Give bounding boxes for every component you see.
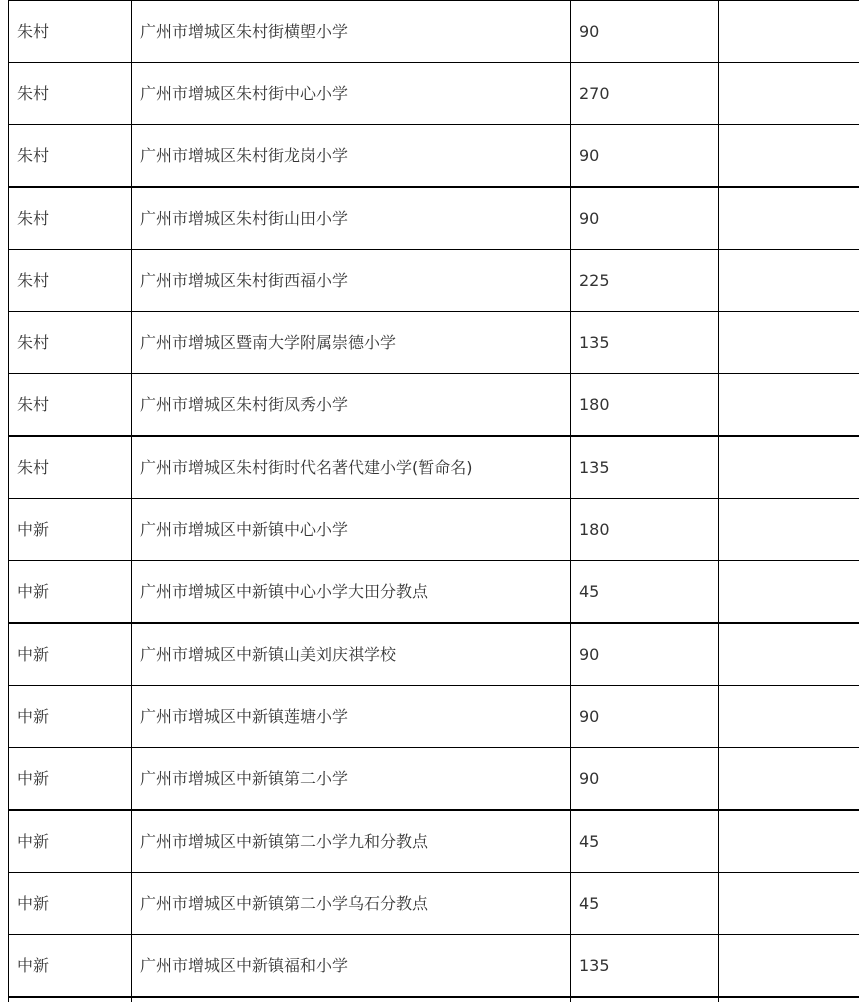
table-row [9, 935, 860, 998]
table-row [9, 561, 860, 624]
area-cell: 中新 [9, 873, 132, 935]
area-cell: 中新 [9, 686, 132, 748]
enrollment-count-cell: 45 [571, 810, 719, 873]
table-row [9, 1, 860, 63]
area-cell: 朱村 [9, 63, 132, 125]
area-cell [9, 997, 132, 1002]
enrollment-count-cell: 135 [571, 312, 719, 374]
school-name-cell: 广州市增城区朱村街龙岗小学 [132, 125, 571, 188]
area-cell: 朱村 [9, 125, 132, 188]
area-cell: 中新 [9, 748, 132, 811]
school-name-cell: 广州市增城区中新镇福和小学 [132, 935, 571, 998]
area-cell: 朱村 [9, 374, 132, 437]
enrollment-count-cell: 45 [571, 561, 719, 624]
enrollment-table-container [8, 0, 859, 1002]
enrollment-count-cell: 45 [571, 873, 719, 935]
table-row [9, 686, 860, 748]
enrollment-count-cell: 90 [571, 125, 719, 188]
school-name-cell: 广州市增城区中新镇中心小学大田分教点 [132, 561, 571, 624]
table-row [9, 187, 860, 250]
school-name-cell: 广州市增城区朱村街山田小学 [132, 187, 571, 250]
note-cell [719, 561, 860, 624]
note-cell [719, 125, 860, 188]
note-cell [719, 623, 860, 686]
enrollment-count-cell: 90 [571, 1, 719, 63]
school-name-cell: 广州市增城区朱村街中心小学 [132, 63, 571, 125]
school-name-cell: 广州市增城区朱村街时代名著代建小学(暂命名) [132, 436, 571, 499]
table-row [9, 623, 860, 686]
area-cell: 中新 [9, 561, 132, 624]
note-cell [719, 1, 860, 63]
enrollment-count-cell: 225 [571, 250, 719, 312]
enrollment-count-cell: 270 [571, 63, 719, 125]
note-cell [719, 374, 860, 437]
table-row [9, 997, 860, 1002]
table-row [9, 374, 860, 437]
area-cell: 中新 [9, 810, 132, 873]
enrollment-count-cell: 135 [571, 935, 719, 998]
school-name-cell: 广州市增城区中新镇第二小学乌石分教点 [132, 873, 571, 935]
table-row [9, 499, 860, 561]
table-row [9, 63, 860, 125]
enrollment-count-cell: 90 [571, 623, 719, 686]
area-cell: 朱村 [9, 1, 132, 63]
table-row [9, 312, 860, 374]
table-row [9, 810, 860, 873]
school-name-cell: 广州市增城区中新镇第二小学 [132, 748, 571, 811]
school-name-cell: 广州市增城区朱村街横塱小学 [132, 1, 571, 63]
enrollment-count-cell: 90 [571, 187, 719, 250]
note-cell [719, 810, 860, 873]
school-name-cell: 广州市增城区朱村街凤秀小学 [132, 374, 571, 437]
note-cell [719, 436, 860, 499]
note-cell [719, 748, 860, 811]
enrollment-count-cell: 180 [571, 499, 719, 561]
note-cell [719, 686, 860, 748]
area-cell: 朱村 [9, 436, 132, 499]
school-name-cell: 广州市增城区中新镇莲塘小学 [132, 686, 571, 748]
school-enrollment-table [8, 0, 859, 1002]
note-cell [719, 873, 860, 935]
school-name-cell: 广州市增城区中新镇中心小学 [132, 499, 571, 561]
school-name-cell [132, 997, 571, 1002]
enrollment-count-cell [571, 997, 719, 1002]
table-row [9, 125, 860, 188]
note-cell [719, 997, 860, 1002]
table-row [9, 748, 860, 811]
area-cell: 朱村 [9, 187, 132, 250]
table-row [9, 250, 860, 312]
school-name-cell: 广州市增城区朱村街西福小学 [132, 250, 571, 312]
note-cell [719, 250, 860, 312]
note-cell [719, 312, 860, 374]
school-name-cell: 广州市增城区中新镇第二小学九和分教点 [132, 810, 571, 873]
area-cell: 朱村 [9, 312, 132, 374]
note-cell [719, 63, 860, 125]
enrollment-count-cell: 180 [571, 374, 719, 437]
area-cell: 中新 [9, 623, 132, 686]
school-name-cell: 广州市增城区中新镇山美刘庆祺学校 [132, 623, 571, 686]
enrollment-count-cell: 90 [571, 686, 719, 748]
note-cell [719, 187, 860, 250]
area-cell: 中新 [9, 935, 132, 998]
enrollment-count-cell: 135 [571, 436, 719, 499]
note-cell [719, 499, 860, 561]
table-row [9, 436, 860, 499]
school-name-cell: 广州市增城区暨南大学附属崇德小学 [132, 312, 571, 374]
enrollment-count-cell: 90 [571, 748, 719, 811]
table-row [9, 873, 860, 935]
area-cell: 朱村 [9, 250, 132, 312]
note-cell [719, 935, 860, 998]
area-cell: 中新 [9, 499, 132, 561]
